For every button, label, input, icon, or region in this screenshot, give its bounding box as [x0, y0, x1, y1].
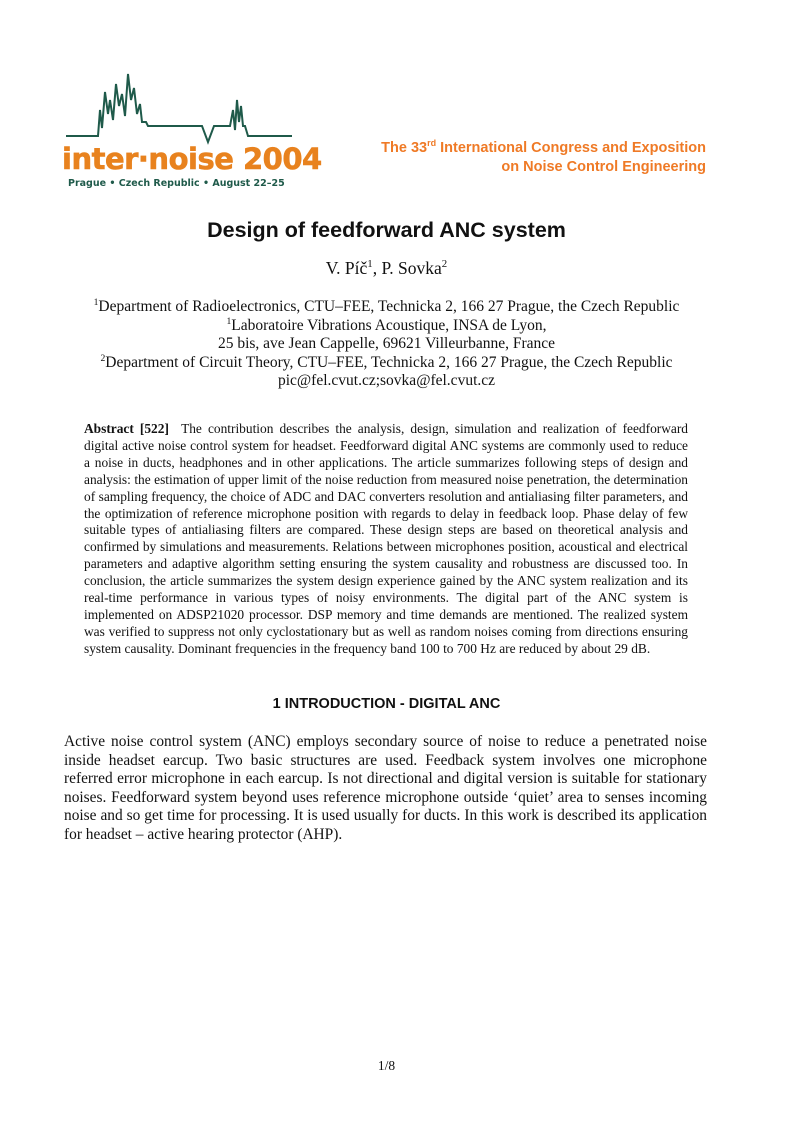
author-name: V. Píč [325, 258, 368, 278]
congress-heading [381, 139, 706, 177]
affiliation-line [40, 298, 733, 317]
author-emails [40, 372, 733, 391]
page-number: 1/8 [377, 1058, 396, 1073]
abstract-label: Abstract [522] [84, 421, 169, 436]
affiliation-mark: 1 [93, 296, 99, 308]
affiliation-mark: 1 [226, 315, 232, 327]
logo-subtitle: Prague • Czech Republic • August 22–25 [68, 178, 285, 189]
affiliation-text: Department of Circuit Theory, CTU–FEE, Technicka 2, 166 27 Prague, the Czech Republic [105, 353, 673, 371]
affiliation-line [40, 354, 733, 373]
affiliation-line [40, 317, 733, 336]
introduction-paragraph: Active noise control system (ANC) employs secondary source of noise to reduce a penetrated noise inside headset earcup. Two basic structures are used. Feedback system involves one microphone referred error microphone in each earcup. Is not directional and digital version is suitable for stationary noises. Feedforward system beyond uses reference microphone outside ‘quiet’ area to senses incoming noise and so get time for processing. It is used usually for ducts. In this work is described its application for headset – active hearing protector (AHP). [64, 733, 707, 843]
abstract-text: The contribution describes the analysis, design, simulation and realization of feedforward digital active noise control system for headset. Feedforward digital ANC systems are commonly used to reduce a noise in ducts, headphones and in other applications. The article summarizes following steps of design and analysis: the estimation of upper limit of the noise reduction from measured noise penetration, the determination of sampling frequency, the choice of ADC and DAC converters resolution and antialiasing filter parameters, and the optimization of reference microphone position with regards to delay in feedback loop. Phase delay of few suitable types of antialiasing filters are compared. These design steps are based on theoretical analysis and confirmed by simulations and measurements. Relations between microphones position, acoustical and electrical parameters and adaptive algorithm setting ensuring the system causality and robustness are discussed too. In conclusion, the article summarizes the system design experience gained by the ANC system realization and its real-time performance in various types of noisy environments. The digital part of the ANC system is implemented on ADSP21020 processor. DSP memory and time demands are mentioned. The realized system was verified to suppress not only cyclostationary but as well as random noises coming from directions ensuring system causality. Dominant frequencies in the frequency band 100 to 700 Hz are reduced by about 29 dB. [84, 421, 688, 656]
email-text: pic@fel.cvut.cz;sovka@fel.cvut.cz [277, 372, 496, 390]
affiliations [40, 298, 733, 391]
section-heading: 1 INTRODUCTION - DIGITAL ANC [272, 696, 501, 712]
paper-title: Design of feedforward ANC system [207, 218, 566, 242]
congress-line-2: on Noise Control Engineering [501, 159, 706, 175]
congress-ordinal: rd [427, 138, 437, 149]
logo-wordmark: inter·noise 2004 [62, 142, 322, 176]
author-name: P. Sovka [381, 258, 442, 278]
affiliation-mark: 2 [100, 352, 106, 364]
congress-line-1-text: International Congress and Exposition [436, 140, 706, 156]
author-list [0, 258, 773, 279]
affiliation-text: Laboratoire Vibrations Acoustique, INSA de Lyon, [231, 316, 547, 334]
abstract [84, 421, 688, 658]
author-separator: , [372, 258, 382, 278]
author-affiliation-mark: 2 [441, 258, 448, 271]
congress-prefix: The 33 [381, 140, 428, 156]
prague-skyline-icon [62, 70, 298, 146]
affiliation-text: Department of Radioelectronics, CTU–FEE, Technicka 2, 166 27 Prague, the Czech Republic [98, 298, 680, 315]
affiliation-line [40, 335, 733, 354]
congress-line-1 [381, 139, 706, 158]
author-affiliation-mark: 1 [367, 258, 373, 271]
conference-logo [62, 70, 322, 192]
affiliation-text: 25 bis, ave Jean Cappelle, 69621 Villeurbanne, France [217, 335, 556, 353]
